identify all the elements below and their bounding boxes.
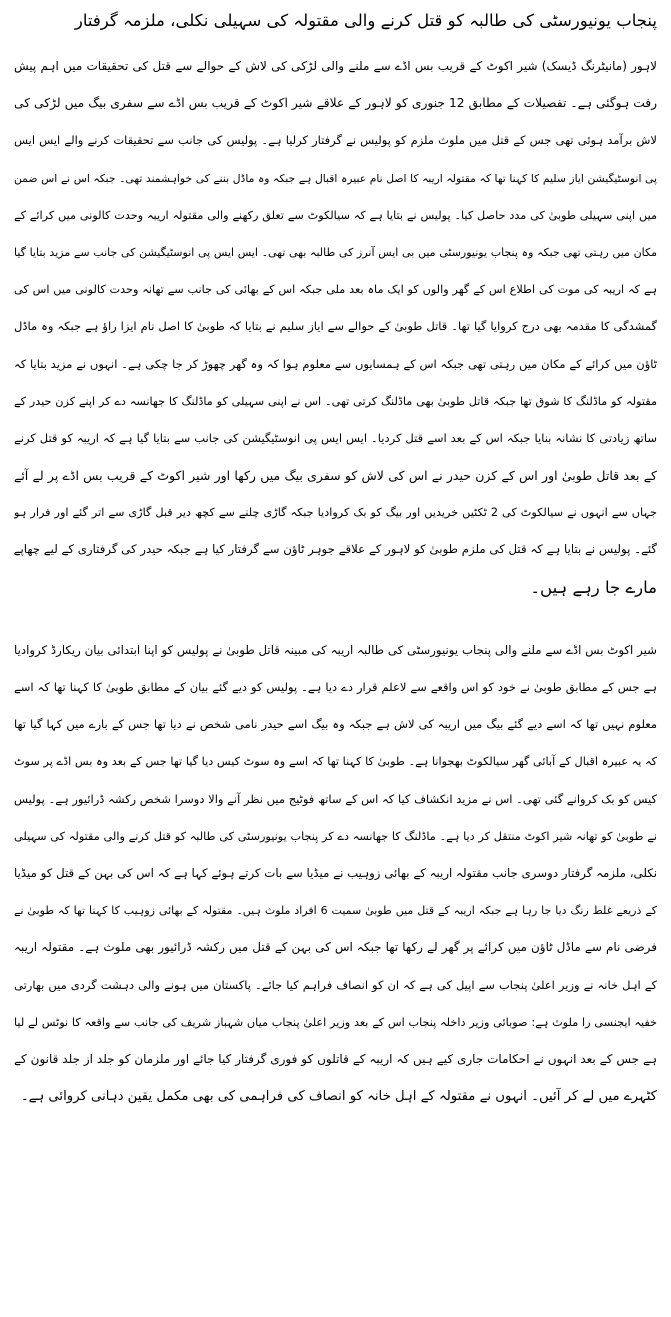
text-line: خفیہ ایجنسی را ملوث ہے: صوبائی وزیر داخلہ پنجاب اس کے بعد وزیر اعلیٰ پنجاب میاں شہباز شریف کی جانب سے واقعہ کا نوٹس لے لیا	[14, 1015, 657, 1029]
text-line: جہاں سے انہوں نے سیالکوٹ کی 2 ٹکٹیں خریدیں اور بیگ کو بک کروادیا جبکہ گاڑی چلنے سے کچھ دیر قبل گاڑی سے اتر گئے اور فرار ہو	[14, 506, 657, 520]
text-line: نے طوبیٰ کو تھانہ شیر اکوٹ منتقل کر دیا ہے۔ ماڈلنگ کا جھانسہ دے کر پنجاب یونیورسٹی کی طالبہ کو قتل کرنے والی مقتولہ کی سہیلی	[14, 829, 657, 843]
text-line: کیس کو بک کروانے گئی تھی۔ اس نے مزید انکشاف کیا کہ اس کے ساتھ فوٹیج میں نظر آنے والا دوسرا شخص رکشہ ڈرائیور ہے۔ پولیس	[14, 791, 657, 806]
text-line: مقتولہ کو ماڈلنگ کا شوق تھا جبکہ قاتل طوبیٰ بھی ماڈلنگ کرتی تھی۔ اس نے اپنی سہیلی کو ماڈلنگ کا جھانسہ دے کر اپنے کزن حیدر کے	[14, 394, 657, 408]
text-line: ہے جس کے بعد انہوں نے احکامات جاری کیے ہیں کہ اریبہ کے قاتلوں کو فوری گرفتار کیا جائے اور ملزمان کو جلد از جلد قانون کے	[14, 1051, 657, 1066]
text-line: مارے جا رہے ہیں۔	[530, 577, 657, 597]
text-line: رفت ہوگئی ہے۔ تفصیلات کے مطابق 12 جنوری کو لاہور کے علاقے شیر اکوٹ کے قریب بس اڈے سے سفری بیگ میں لڑکی کی	[14, 96, 657, 111]
text-line: شیر اکوٹ بس اڈے سے ملنے والی پنجاب یونیورسٹی کی طالبہ اریبہ کی مبینہ قاتل طوبیٰ نے پولیس کو اپنا ابتدائی بیان ریکارڈ کروادیا	[14, 642, 657, 657]
text-line: لاش برآمد ہوئی تھی جس کے قتل میں ملوث ملزم کو پولیس نے گرفتار کرلیا ہے۔ پولیس کی جانب سے تحقیقات کرنے والے ایس ایس	[14, 133, 657, 148]
text-line: کہ یہ عبیرہ اقبال کے آبائی گھر سیالکوٹ بھجوانا ہے۔ طوبیٰ کا کہنا تھا کہ اسے وہ سوٹ کیس دیا گیا تھا جس کے بعد وہ بس اڈے پر سوٹ	[14, 755, 657, 769]
text-line: ہے کہ اریبہ کی موت کی اطلاع اس کے گھر والوں کو ایک ماہ بعد ملی جبکہ اس کے بھائی کی جانب سے تھانہ وحدت کالونی میں اس کی	[14, 283, 657, 297]
paragraph-spacer	[14, 606, 657, 632]
text-line: میں اپنی سہیلی طوبیٰ کی مدد حاصل کیا۔ پولیس نے بتایا ہے کہ سیالکوٹ سے تعلق رکھنے والی مقتولہ اریبہ وحدت کالونی میں کرائے کے	[14, 208, 657, 222]
article-headline: پنجاب یونیورسٹی کی طالبہ کو قتل کرنے والی مقتولہ کی سہیلی نکلی، ملزمہ گرفتار	[74, 11, 657, 30]
text-line: ساتھ زیادتی کا نشانہ بنایا جبکہ اس کے بعد اسے قتل کردیا۔ ایس ایس پی انوسٹیگیشن کی جانب سے بتایا گیا ہے کہ اریبہ کو قتل کرنے	[14, 430, 657, 445]
text-line: گمشدگی کا مقدمہ بھی درج کروایا گیا تھا۔ قاتل طوبیٰ کے حوالے سے ایاز سلیم نے بتایا کہ طوبیٰ کا اصل نام ایزا راؤ ہے جبکہ وہ ماڈل	[14, 319, 657, 334]
text-line: کے اہل خانہ نے وزیر اعلیٰ پنجاب سے اپیل کی ہے کہ ان کو انصاف فراہم کیا جائے۔ پاکستان میں ہونے والی دہشت گردی میں بھارتی	[14, 977, 657, 992]
text-line: کے بعد قاتل طوبیٰ اور اس کے کزن حیدر نے اس کی لاش کو سفری بیگ میں رکھا اور شیر اکوٹ کے قریب بس اڈے پر لے آئے	[14, 468, 657, 484]
text-line: ٹاؤن میں کرائے کے مکان میں رہتی تھی جبکہ اس کے ہمسایوں سے معلوم ہوا کہ وہ گھر چھوڑ کر جا چکی ہے۔ انہوں نے مزید بتایا کہ	[14, 356, 657, 371]
text-line: گئے۔ پولیس نے بتایا ہے کہ قتل کی ملزم طوبیٰ کو لاہور کے علاقے جوہر ٹاؤن سے گرفتار کیا ہے جبکہ حیدر کی گرفتاری کے لیے چھاپے	[14, 542, 657, 557]
text-line: کٹہرے میں لے کر آئیں۔ انہوں نے مقتولہ کے اہل خانہ کو انصاف کی فراہمی کی بھی مکمل یقین دہانی کروائی ہے۔	[20, 1089, 657, 1105]
text-line: معلوم نہیں تھا کہ اسے دیے گئے بیگ میں اریبہ کی لاش ہے جبکہ وہ بیگ اسے حیدر نامی شخص نے دیا تھا جس کے بارے میں کہا گیا تھا	[14, 717, 657, 732]
article-paragraph-2	[14, 632, 657, 1115]
text-line: کے ذریعے غلط رنگ دیا جا رہا ہے جبکہ اریبہ کے قتل میں طوبیٰ سمیت 6 افراد ملوث ہیں۔ مقتولہ کے بھائی زوہیب کا کہنا تھا کہ طوبیٰ نے	[14, 904, 657, 918]
text-line: فرضی نام سے ماڈل ٹاؤن میں کرائے پر گھر لے رکھا تھا جبکہ اس کی بہن کے قتل میں رکشہ ڈرائیور بھی ملوث ہے۔ مقتولہ اریبہ	[14, 940, 657, 955]
article-paragraph-1	[14, 48, 657, 606]
text-line: مکان میں رہتی تھی جبکہ وہ پنجاب یونیورسٹی میں بی ایس آنرز کی طالبہ بھی تھی۔ ایس ایس پی انوسٹیگیشن کی جانب سے مزید بتایا گیا	[14, 245, 657, 259]
text-line: ہے جس کے مطابق طوبیٰ نے خود کو اس واقعے سے لاعلم قرار دے دیا ہے۔ پولیس کو دیے گئے بیان کے مطابق طوبیٰ کا کہنا تھا کہ اسے	[14, 680, 657, 694]
text-line: پی انوسٹیگیشن ایاز سلیم کا کہنا تھا کہ مقتولہ اریبہ کا اصل نام عبیرہ اقبال ہے جبکہ وہ ماڈل بننے کی خواہشمند تھی۔ جبکہ اس نے اس ضمن	[14, 171, 657, 185]
text-line: لاہور (مانیٹرنگ ڈیسک) شیر اکوٹ کے قریب بس اڈے سے ملنے والی لڑکی کی لاش کے حوالے سے قتل کی تحقیقات میں اہم پیش	[14, 59, 657, 73]
text-line: نکلی، ملزمہ گرفتار دوسری جانب مقتولہ اریبہ کے بھائی زوہیب نے میڈیا سے بات کرتے ہوئے کہا ہے کہ اس کی بہن کے قتل کو میڈیا	[14, 865, 657, 880]
